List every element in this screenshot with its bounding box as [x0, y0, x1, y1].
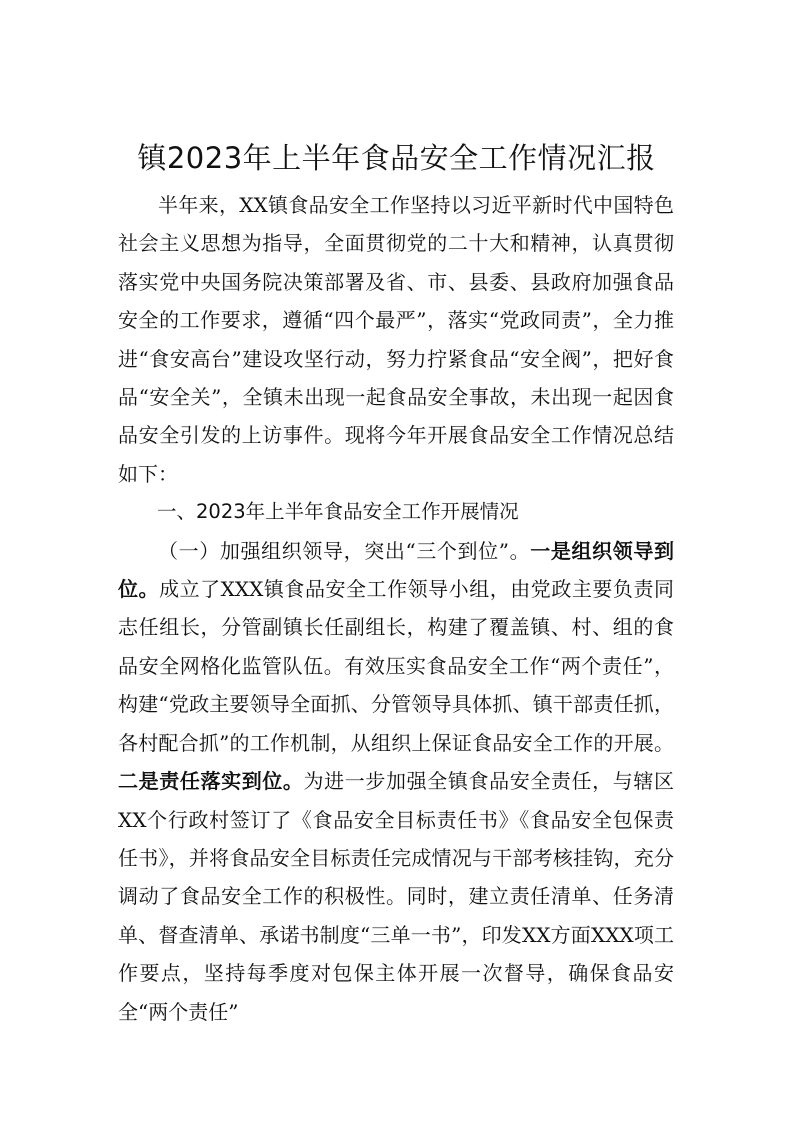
intro-paragraph: 半年来，XX镇食品安全工作坚持以习近平新时代中国特色社会主义思想为指导，全面贯彻党的二十大和精神，认真贯彻落实党中央国务院决策部署及省、市、县委、县政府加强食品安全的工作要求，遵循“四个最严”，落实“党政同责”，全力推进“食安高台”建设攻坚行动，努力拧紧食品“安全阀”，把好食品“安全关”，全镇未出现一起食品安全事故，未出现一起因食品安全引发的上访事件。现将今年开展食品安全工作情况总结如下： — [118, 193, 674, 486]
subsection-paragraph — [118, 532, 674, 1031]
point-2-label: 二是责任落实到位。 — [118, 769, 304, 794]
subsection-heading: （一）加强组织领导，突出“三个到位”。 — [158, 538, 531, 563]
document-body — [118, 186, 674, 1031]
point-2-text: 为进一步加强全镇食品安全责任，与辖区XX个行政村签订了《食品安全目标责任书》《食品安全包保责任书》，并将食品安全目标责任完成情况与干部考核挂钩，充分调动了食品安全工作的积极性。同时，建立责任清单、任务清单、督查清单、承诺书制度“三单一书”，印发XX方面XXX项工作要点，坚持每季度对包保主体开展一次督导，确保食品安全“两个责任” — [118, 769, 675, 1024]
document-title: 镇2023年上半年食品安全工作情况汇报 — [137, 141, 656, 175]
section-heading: 一、2023年上半年食品安全工作开展情况 — [157, 500, 519, 524]
point-1-label: 一是组织领导到位。 — [118, 538, 674, 602]
point-1-text: 成立了XXX镇食品安全工作领导小组，由党政主要负责同志任组长，分管副镇长任副组长，构建了覆盖镇、村、组的食品安全网格化监管队伍。有效压实食品安全工作“两个责任”，构建“党政主要领导全面抓、分管领导具体抓、镇干部责任抓，各村配合抓”的工作机制，从组织上保证食品安全工作的开展。 — [118, 577, 674, 755]
